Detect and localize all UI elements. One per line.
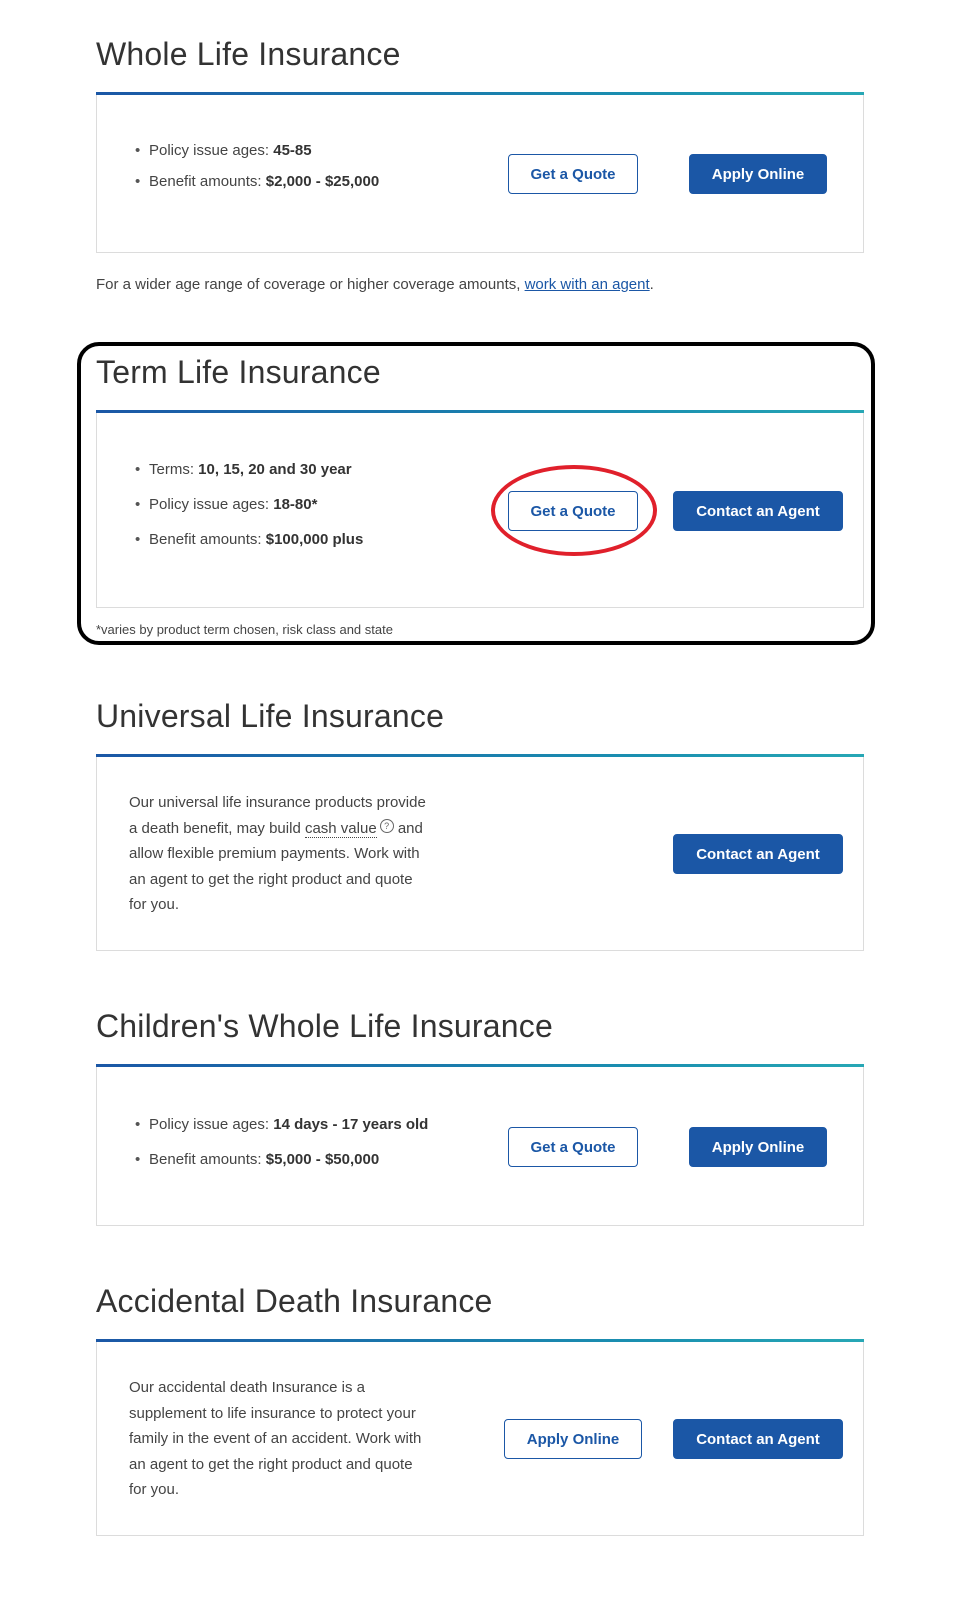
childrens-life-card: [96, 1064, 864, 1226]
whole-life-note: For a wider age range of coverage or higher coverage amounts, work with an agent.: [96, 276, 654, 293]
childrens-life-details: [135, 1116, 428, 1168]
universal-life-card: [96, 754, 864, 951]
whole-life-ages: • Policy issue ages: 45-85: [135, 142, 379, 159]
whole-life-card: [96, 92, 864, 253]
childrens-life-apply-online-button[interactable]: Apply Online: [689, 1127, 827, 1167]
accidental-death-description: Our accidental death Insurance is a supplement to life insurance to protect your family in the event of an accident. Work with an agent to get the right product and quote for you.: [129, 1379, 422, 1498]
cash-value-term[interactable]: cash value: [304, 819, 377, 837]
whole-life-get-quote-button[interactable]: Get a Quote: [508, 154, 638, 194]
whole-life-benefit: • Benefit amounts: $2,000 - $25,000: [135, 173, 379, 190]
childrens-life-title: Children's Whole Life Insurance: [96, 1008, 553, 1044]
whole-life-title: Whole Life Insurance: [96, 36, 401, 72]
childrens-life-get-quote-button[interactable]: Get a Quote: [508, 1127, 638, 1167]
accidental-death-title: Accidental Death Insurance: [96, 1283, 493, 1319]
whole-life-details: [135, 142, 379, 190]
help-circle-icon[interactable]: ?: [380, 819, 394, 833]
term-life-get-quote-button[interactable]: Get a Quote: [508, 491, 638, 531]
universal-life-description: Our universal life insurance products provide a death benefit, may build cash value ? and allow flexible premium payments. Work with an agent to get the right product and quote for you.: [129, 794, 426, 913]
accidental-death-contact-agent-button[interactable]: Contact an Agent: [673, 1419, 843, 1459]
work-with-agent-link[interactable]: work with an agent: [524, 276, 650, 293]
term-life-ages: • Policy issue ages: 18-80*: [135, 496, 363, 513]
term-life-terms: • Terms: 10, 15, 20 and 30 year: [135, 461, 363, 478]
term-life-details: [135, 461, 363, 548]
term-life-card: [96, 410, 864, 608]
term-life-benefit: • Benefit amounts: $100,000 plus: [135, 531, 363, 548]
accidental-death-card: [96, 1339, 864, 1536]
whole-life-apply-online-button[interactable]: Apply Online: [689, 154, 827, 194]
childrens-life-ages: • Policy issue ages: 14 days - 17 years old: [135, 1116, 428, 1133]
accidental-death-apply-online-button[interactable]: Apply Online: [504, 1419, 642, 1459]
term-life-title: Term Life Insurance: [96, 354, 381, 390]
childrens-life-benefit: • Benefit amounts: $5,000 - $50,000: [135, 1151, 428, 1168]
universal-life-title: Universal Life Insurance: [96, 698, 445, 734]
term-life-contact-agent-button[interactable]: Contact an Agent: [673, 491, 843, 531]
term-life-footnote: *varies by product term chosen, risk class and state: [96, 622, 393, 637]
universal-life-contact-agent-button[interactable]: Contact an Agent: [673, 834, 843, 874]
